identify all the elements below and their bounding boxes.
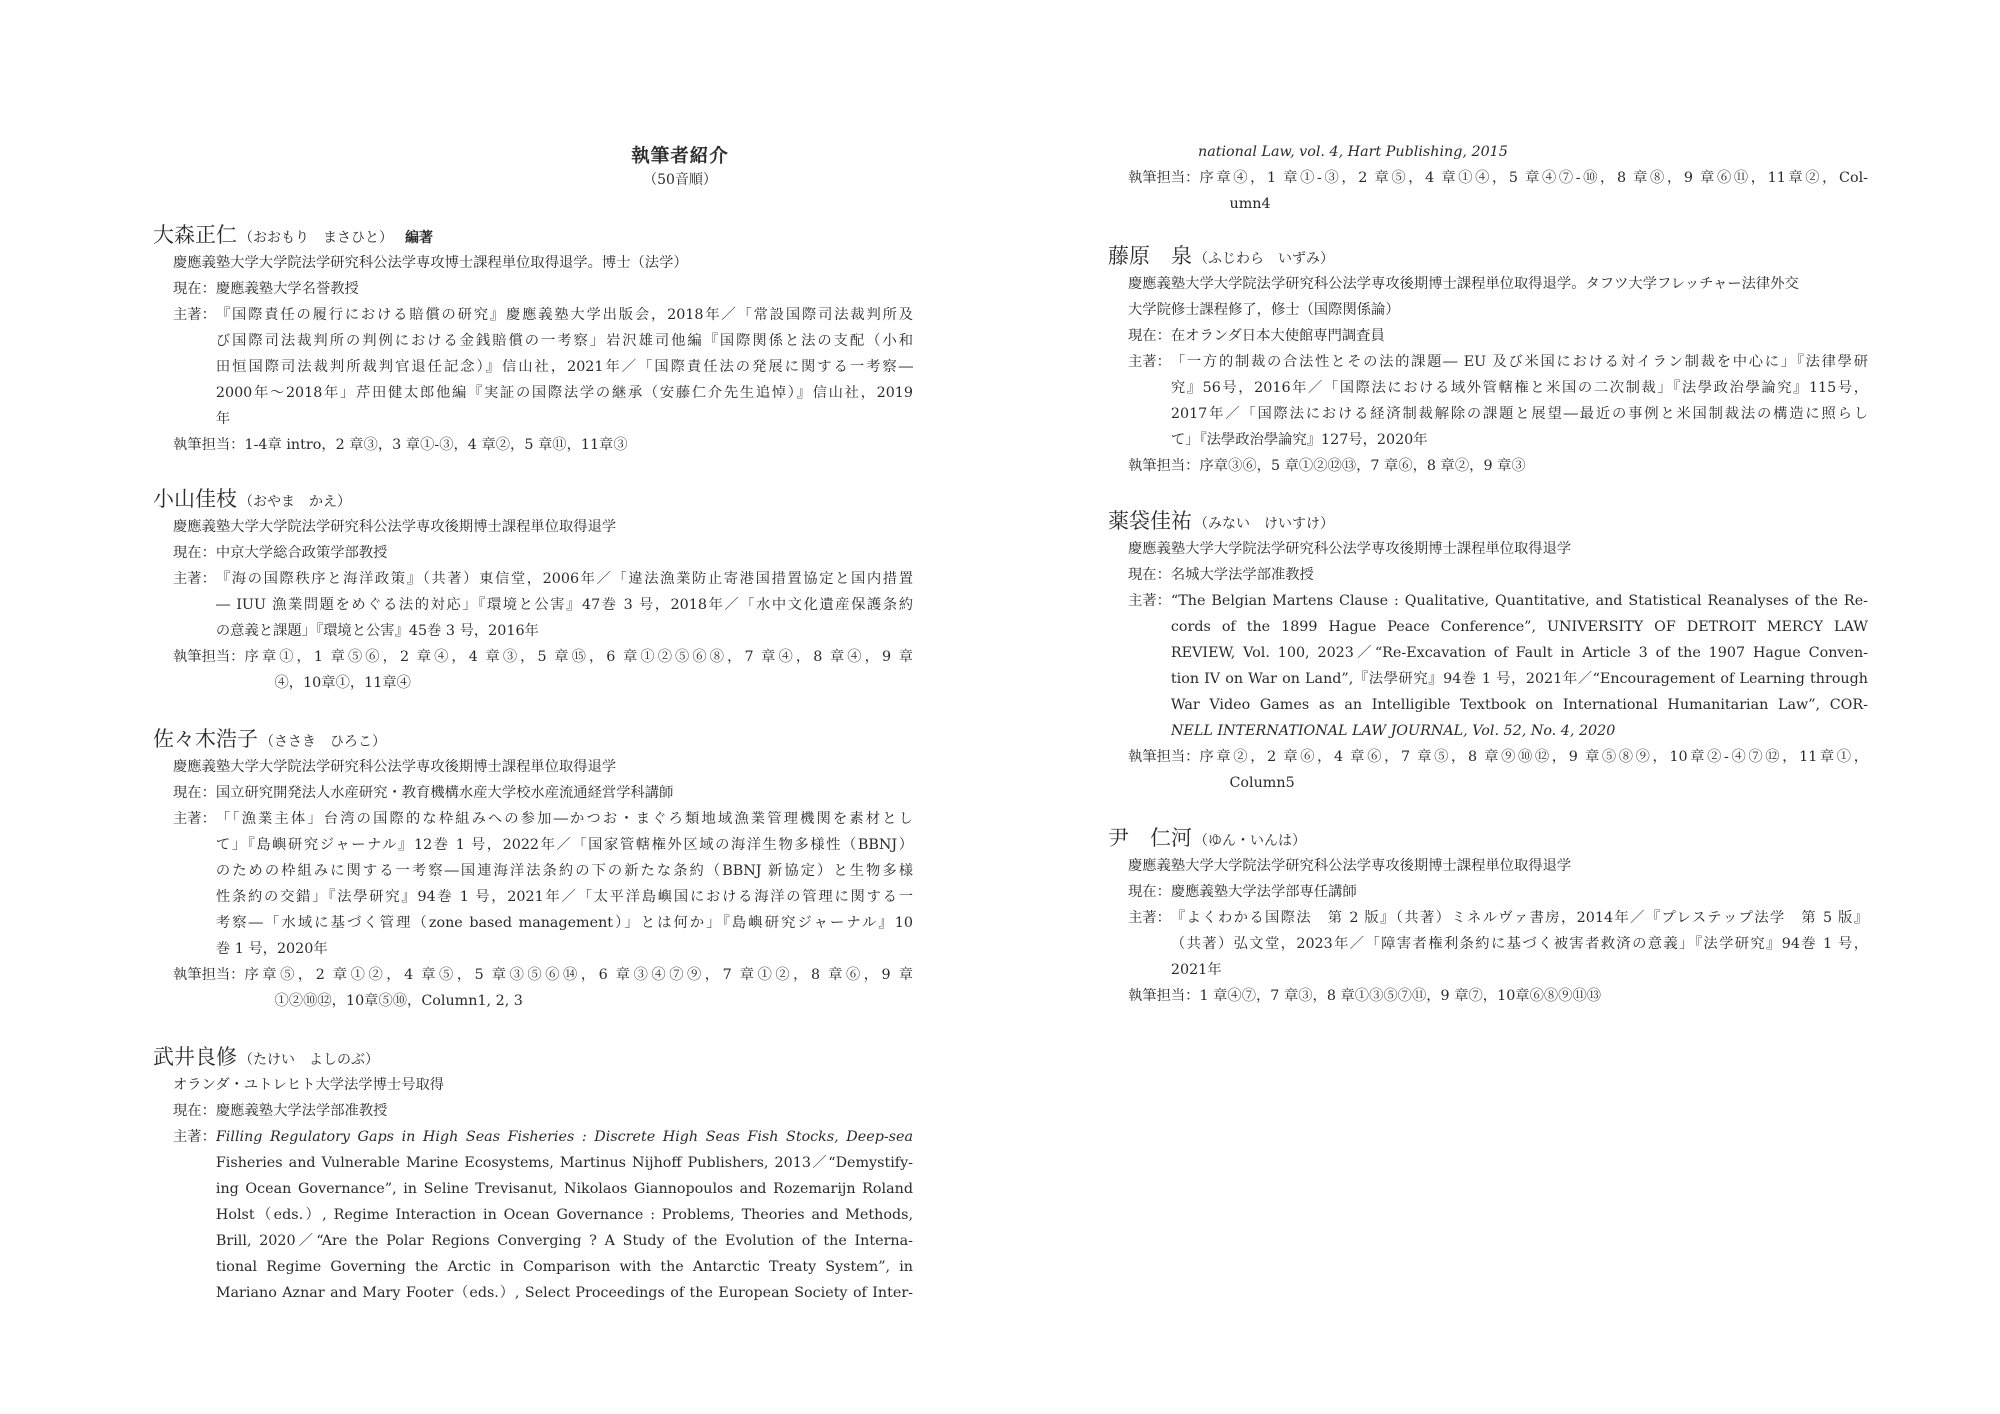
- author-major-works: 主著： 「「漁業主体」台湾の国際的な枠組みへの参加―かつお・まぐろ類地域漁業管理機関を素材とし て」『島嶼研究ジャーナル』12巻 1 号，2022年／「国家管轄権外区域の海洋生物多様性（BBNJ） のための枠組みに関する一考察―国連海洋法条約の下の新たな条約（BBNJ 新協定）と生物多様 性条約の交錯」『法學研究』94巻 1 号，2021年／「太平洋島嶼国における海洋の管理に関する一 考察―「水域に基づく管理（zone based management）」とは何か」『島嶼研究ジャーナル』10 巻 1 号，2020年: [173, 811, 913, 957]
- author-entry-minai: [1108, 506, 1868, 796]
- author-current-position: 現在： 慶應義塾大学法学部准教授: [173, 1103, 388, 1119]
- author-name: 大森正仁: [153, 223, 237, 247]
- author-name-row: [153, 220, 913, 250]
- author-name-row: [153, 724, 913, 754]
- author-reading: （おやま かえ）: [239, 494, 351, 510]
- author-name: 薬袋佳祐: [1108, 509, 1192, 533]
- author-reading: （みない けいすけ）: [1194, 516, 1334, 532]
- author-name: 佐々木浩子: [153, 727, 258, 751]
- author-reading: （たけい よしのぶ）: [239, 1052, 379, 1068]
- author-current-position: 現在： 慶應義塾大学法学部専任講師: [1128, 884, 1357, 900]
- author-reading: （おおもり まさひと）: [239, 230, 393, 246]
- author-name-row: [153, 1042, 913, 1072]
- author-major-works: 主著： 『国際責任の履行における賠償の研究』慶應義塾大学出版会，2018年／「常設国際司法裁判所及 び国際司法裁判所の判例における金銭賠償の一考察」岩沢雄司他編『国際関係と法の支配（小和 田恒国際司法裁判所裁判官退任記念）』信山社，2021年／「国際責任法の発展に関する一考察― 2000年～2018年」芹田健太郎他編『実証の国際法学の継承（安藤仁介先生追悼）』信山社，2019 年: [173, 307, 913, 427]
- author-education: 慶應義塾大学大学院法学研究科公法学専攻後期博士課程単位取得退学: [1128, 541, 1572, 557]
- author-entry-oyama: [153, 484, 913, 696]
- author-reading: （ゆん・いんは）: [1194, 833, 1306, 849]
- author-reading: （ささき ひろこ）: [260, 734, 386, 750]
- author-current-position: 現在： 慶應義塾大学名誉教授: [173, 281, 359, 297]
- author-chapters: 執筆担当： 1 章④⑦，7 章③，8 章①③⑤⑦⑪，9 章⑦，10章⑥⑧⑨⑪⑬: [1128, 988, 1602, 1004]
- page-subtitle: （50音順）: [643, 172, 717, 188]
- author-name-row: [1108, 823, 1868, 853]
- author-entry-omori: [153, 220, 913, 458]
- author-education: 慶應義塾大学大学院法学研究科公法学専攻後期博士課程単位取得退学: [173, 519, 617, 535]
- author-education: オランダ・ユトレヒト大学法学博士号取得: [173, 1077, 445, 1093]
- author-education: 慶應義塾大学大学院法学研究科公法学専攻後期博士課程単位取得退学: [173, 759, 617, 775]
- author-reading: （ふじわら いずみ）: [1194, 251, 1334, 267]
- author-major-works: 主著： Filling Regulatory Gaps in High Seas Fisheries : Discrete High Seas Fish Stocks, Deep-sea Fisheries and Vulnerable Marine Ecosystems, Martinus Nijhoff Publishers, 2013／“Demystify- ing Ocean Governance”, in Seline Trevisanut, Nikolaos Giannopoulos and Rozemarijn Roland Holst（eds.）, Regime Interaction in Ocean Governance : Problems, Theories and Methods, Brill, 2020／“Are the Polar Regions Converging ? A Study of the Evolution of the Interna- tional Regime Governing the Arctic in Comparison with the Antarctic Treaty System”, in Mariano Aznar and Mary Footer（eds.）, Select Proceedings of the European Society of Inter-: [173, 1129, 913, 1301]
- author-education: 慶應義塾大学大学院法学研究科公法学専攻後期博士課程単位取得退学。タフツ大学フレッチャー法律外交: [1128, 276, 1799, 292]
- author-major-works: 主著： “The Belgian Martens Clause : Qualitative, Quantitative, and Statistical Reanalyses of the Re- cords of the 1899 Hague Peace Conference”, UNIVERSITY OF DETROIT MERCY LAW REVIEW, Vol. 100, 2023／“Re-Excavation of Fault in Article 3 of the 1907 Hague Conven- tion IV on War on Land”,『法學研究』94巻 1 号，2021年／“Encouragement of Learning through War Video Games as an Intelligible Textbook on International Humanitarian Law”, COR- NELL INTERNATIONAL LAW JOURNAL, Vol. 52, No. 4, 2020: [1128, 593, 1868, 739]
- author-major-works-continued: national Law, vol. 4, Hart Publishing, 2015: [1198, 144, 1508, 160]
- author-major-works: 主著： 『海の国際秩序と海洋政策』（共著）東信堂，2006年／「違法漁業防止寄港国措置協定と国内措置 ― IUU 漁業問題をめぐる法的対応」『環境と公害』47巻 3 号，2018年／「水中文化遺産保護条約 の意義と課題」『環境と公害』45巻 3 号，2016年: [173, 571, 913, 639]
- author-education-cont: 大学院修士課程修了，修士（国際関係論）: [1128, 302, 1400, 318]
- author-chapters: 執筆担当： 序章③⑥，5 章①②⑫⑬，7 章⑥，8 章②，9 章③: [1128, 458, 1526, 474]
- author-education: 慶應義塾大学大学院法学研究科公法学専攻博士課程単位取得退学。博士（法学）: [173, 255, 688, 271]
- author-role: 編著: [405, 230, 433, 246]
- author-chapters: 執筆担当： 序章①，1 章⑤⑥，2 章④，4 章③，5 章⑮，6 章①②⑤⑥⑧，7 章④，8 章④，9 章 ④，10章①，11章④: [173, 649, 913, 691]
- author-name-row: [1108, 506, 1868, 536]
- author-entry-takei: [153, 1042, 913, 1306]
- author-current-position: 現在： 中京大学総合政策学部教授: [173, 545, 388, 561]
- author-chapters: 執筆担当： 序章②，2 章⑥，4 章⑥，7 章⑤，8 章⑨⑩⑫，9 章⑤⑧⑨，10章②-④⑦⑫，11章①， Column5: [1128, 749, 1868, 791]
- author-entry-sasaki: [153, 724, 913, 1014]
- author-chapters: 執筆担当： 序章④，1 章①-③，2 章⑤，4 章①④，5 章④⑦-⑩，8 章⑧，9 章⑥⑪，11章②，Col- umn4: [1128, 170, 1868, 212]
- author-name: 小山佳枝: [153, 487, 237, 511]
- author-major-works: 主著： 「一方的制裁の合法性とその法的課題― EU 及び米国における対イラン制裁を中心に」『法律學研 究』56号，2016年／「国際法における域外管轄権と米国の二次制裁」『法學政治學論究』115号， 2017年／「国際法における経済制裁解除の課題と展望―最近の事例と米国制裁法の構造に照らし て」『法學政治學論究』127号，2020年: [1128, 354, 1868, 448]
- author-name-row: [153, 484, 913, 514]
- author-entry-takei-continued: [1108, 139, 1868, 217]
- author-current-position: 現在： 在オランダ日本大使館専門調査員: [1128, 328, 1385, 344]
- author-current-position: 現在： 国立研究開発法人水産研究・教育機構水産大学校水産流通経営学科講師: [173, 785, 674, 801]
- author-entry-yun: [1108, 823, 1868, 1009]
- author-entry-fujiwara: [1108, 241, 1868, 479]
- page-title: 執筆者紹介: [631, 146, 729, 167]
- author-current-position: 現在： 名城大学法学部准教授: [1128, 567, 1314, 583]
- author-chapters: 執筆担当： 序章⑤，2 章①②，4 章⑤，5 章③⑤⑥⑭，6 章③④⑦⑨，7 章①②，8 章⑥，9 章 ①②⑩⑫，10章⑤⑩，Column1, 2, 3: [173, 967, 913, 1009]
- author-name: 藤原 泉: [1108, 244, 1192, 268]
- author-major-works: 主著： 『よくわかる国際法 第 2 版』（共著）ミネルヴァ書房，2014年／『プレステップ法学 第 5 版』 （共著）弘文堂，2023年／「障害者権利条約に基づく被害者救済の意義」『法学研究』94巻 1 号， 2021年: [1128, 910, 1868, 978]
- author-name: 武井良修: [153, 1045, 237, 1069]
- author-name: 尹 仁河: [1108, 826, 1192, 850]
- author-chapters: 執筆担当： 1-4章 intro，2 章③，3 章①-③，4 章②，5 章⑪，11章③: [173, 437, 628, 453]
- author-name-row: [1108, 241, 1868, 271]
- author-education: 慶應義塾大学大学院法学研究科公法学専攻後期博士課程単位取得退学: [1128, 858, 1572, 874]
